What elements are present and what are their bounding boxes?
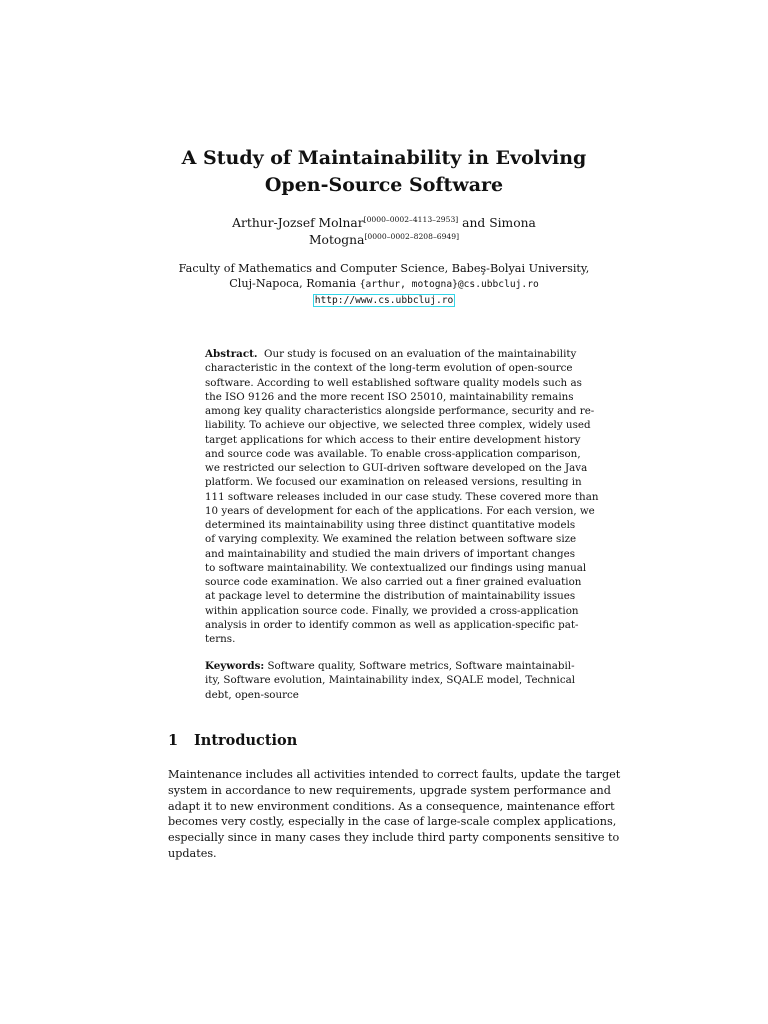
abstract-line: we restricted our selection to GUI-driven software developed on the Java — [205, 462, 588, 474]
body-line: system in accordance to new requirements, upgrade system performance and — [168, 783, 611, 797]
orcid-id[interactable]: [0000–0002–8208–6949] — [364, 232, 460, 241]
author-name: Motogna — [308, 233, 365, 247]
abstract-line: characteristic in the context of the long-term evolution of open-source — [205, 362, 573, 375]
abstract-line: determined its maintainability using three distinct quantitative models — [205, 519, 576, 531]
author-conjunction: and Simona — [458, 216, 536, 230]
abstract-line: software. According to well established software quality models such as — [205, 376, 582, 389]
keywords — [205, 659, 576, 702]
orcid-id[interactable]: [0000–0002–4113–2953] — [363, 215, 459, 224]
affiliation-url-line — [150, 292, 618, 308]
affiliation-line — [150, 276, 618, 292]
abstract — [205, 347, 599, 646]
affiliation — [150, 261, 618, 308]
title-line: A Study of Maintainability in Evolving — [181, 147, 587, 169]
abstract-line: analysis in order to identify common as well as application-specific pat- — [205, 618, 579, 631]
abstract-line: platform. We focused our examination on released versions, resulting in — [205, 476, 582, 489]
email-address[interactable]: {arthur, motogna}@cs.ubbcluj.ro — [359, 279, 539, 290]
keywords-line: Keywords: Software quality, Software metrics, Software maintainabil- — [205, 660, 575, 672]
paper-title — [0, 145, 768, 199]
abstract-line: and source code was available. To enable cross-application comparison, — [205, 447, 581, 460]
body-line: becomes very costly, especially in the case of large-scale complex applications, — [168, 815, 617, 829]
body-line: updates. — [168, 846, 217, 860]
abstract-line: to software maintainability. We contextualized our findings using manual — [205, 561, 587, 574]
abstract-line: and maintainability and studied the main drivers of important changes — [205, 547, 575, 560]
website-link[interactable]: http://www.cs.ubbcluj.ro — [314, 295, 454, 306]
abstract-line: of varying complexity. We examined the relation between software size — [205, 533, 577, 546]
abstract-line: liability. To achieve our objective, we selected three complex, widely used — [205, 419, 591, 432]
keywords-label: Keywords: — [205, 660, 265, 672]
section-heading — [168, 731, 297, 751]
abstract-line: among key quality characteristics alongside performance, security and re- — [205, 405, 595, 417]
section-number: 1 — [168, 732, 179, 749]
affiliation-line: Faculty of Mathematics and Computer Science, Babeş-Bolyai University, — [178, 262, 590, 275]
abstract-line: terns. — [205, 633, 236, 645]
body-line: Maintenance includes all activities intended to correct faults, update the target — [168, 768, 621, 781]
keywords-line: ity, Software evolution, Maintainability index, SQALE model, Technical — [205, 674, 576, 687]
abstract-line: 10 years of development for each of the applications. For each version, we — [205, 504, 595, 517]
section-title: Introduction — [194, 732, 298, 749]
abstract-line: Abstract. Our study is focused on an evaluation of the maintainability — [205, 348, 577, 360]
author-line — [150, 232, 618, 249]
section-body — [168, 767, 621, 862]
abstract-line: 111 software releases included in our case study. These covered more than — [205, 490, 599, 503]
abstract-line: source code examination. We also carried out a finer grained evaluation — [205, 576, 582, 588]
body-line: especially since in many cases they include third party components sensitive to — [168, 831, 620, 845]
abstract-label: Abstract. — [205, 348, 258, 360]
author-name: Arthur-Jozsef Molnar — [232, 216, 364, 230]
body-line: adapt it to new environment conditions. As a consequence, maintenance effort — [168, 799, 615, 813]
abstract-line: within application source code. Finally, we provided a cross-application — [205, 604, 579, 617]
author-line — [150, 215, 618, 232]
title-line: Open-Source Software — [264, 174, 504, 196]
authors — [150, 215, 618, 249]
abstract-line: at package level to determine the distribution of maintainability issues — [205, 590, 576, 603]
abstract-line: target applications for which access to their entire development history — [205, 433, 581, 446]
affiliation-location: Cluj-Napoca, Romania — [229, 277, 360, 290]
keywords-line: debt, open-source — [205, 688, 299, 701]
abstract-line: the ISO 9126 and the more recent ISO 25010, maintainability remains — [205, 390, 574, 403]
